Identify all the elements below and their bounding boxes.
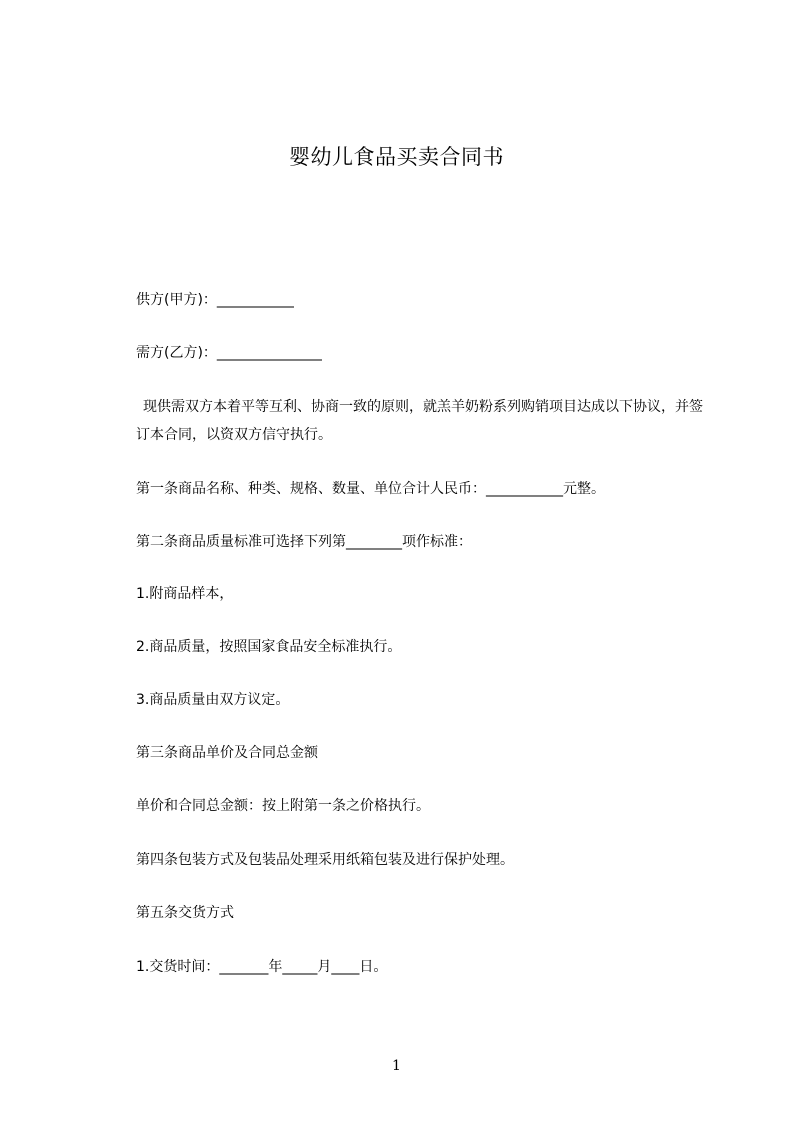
article-3-detail: 单价和合同总金额：按上附第一条之价格执行。 [136,798,430,814]
preamble-paragraph [136,393,714,449]
article-2: 第二条商品质量标准可选择下列第________项作标准： [136,534,472,550]
article-2-item-3: 3.商品质量由双方议定。 [136,692,290,708]
article-2-item-1: 1.附商品样本， [136,586,234,602]
article-5-item-1: 1.交货时间：_______年_____月____日。 [136,959,388,975]
page-number: 1 [392,1058,401,1074]
buyer-party-line: 需方(乙方)：_______________ [136,345,322,361]
article-3: 第三条商品单价及合同总金额 [136,745,318,761]
article-2-item-2: 2.商品质量，按照国家食品安全标准执行。 [136,639,402,655]
article-1: 第一条商品名称、种类、规格、数量、单位合计人民币：___________元整。 [136,481,605,497]
supplier-party-line: 供方(甲方)：___________ [136,292,294,308]
article-4: 第四条包装方式及包装品处理采用纸箱包装及进行保护处理。 [136,852,514,868]
preamble-text: 现供需双方本着平等互利、协商一致的原则，就羔羊奶粉系列购销项目达成以下协议，并签订本合同，以资双方信守执行。 [136,399,703,443]
document-title: 婴幼儿食品买卖合同书 [289,145,504,169]
article-5: 第五条交货方式 [136,905,234,921]
